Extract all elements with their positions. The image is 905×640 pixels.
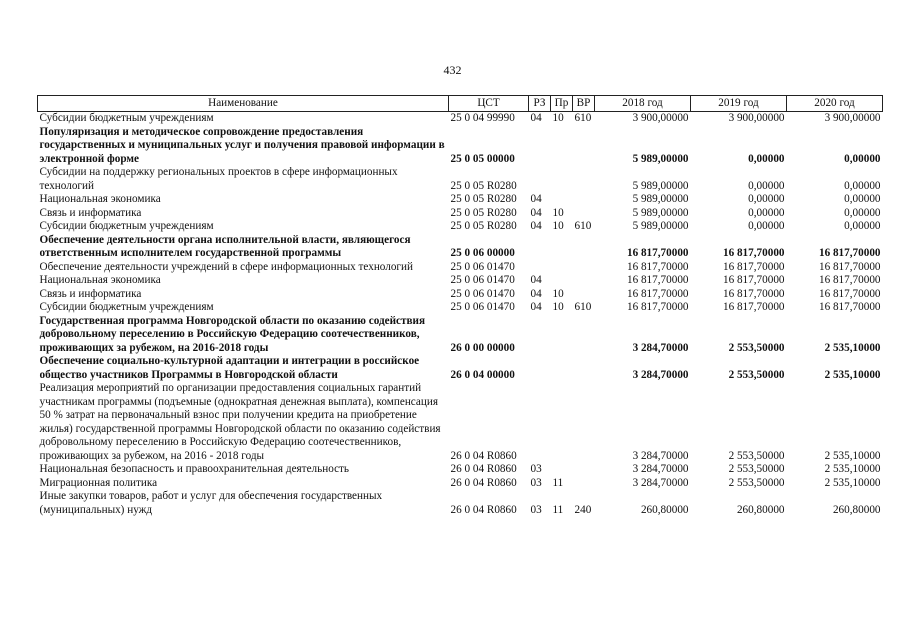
cell-2020: 16 817,70000 xyxy=(818,287,881,300)
cell-rz xyxy=(529,166,551,193)
cell-vr xyxy=(573,355,595,382)
cell-name: Национальная безопасность и правоохранительная деятельность xyxy=(39,463,350,475)
cell-cst: 25 0 05 R0280 xyxy=(450,193,517,205)
cell-vr xyxy=(573,463,595,477)
cell-name: Связь и информатика xyxy=(39,206,142,219)
cell-cst: 25 0 06 01470 xyxy=(450,274,515,286)
cell-cst: 25 0 06 01470 xyxy=(450,260,515,273)
cell-pr xyxy=(551,274,573,288)
table-row xyxy=(38,490,883,517)
col-header-2018: 2018 год xyxy=(595,96,691,112)
cell-2020: 16 817,70000 xyxy=(818,247,881,259)
cell-pr xyxy=(551,261,573,275)
cell-name: Популяризация и методическое сопровождение предоставления государственных и муниципальных услуг и получения правовой информации в электронной форме xyxy=(39,125,445,165)
col-header-name: Наименование xyxy=(38,96,449,112)
cell-2019: 16 817,70000 xyxy=(722,260,785,273)
cell-rz xyxy=(529,126,551,167)
cell-2020: 2 535,10000 xyxy=(824,368,881,381)
table-row xyxy=(38,234,883,261)
cell-2018: 260,80000 xyxy=(640,503,689,516)
cell-rz xyxy=(529,234,551,261)
table-row xyxy=(38,274,883,288)
cell-pr xyxy=(551,234,573,261)
cell-name: Миграционная политика xyxy=(39,476,158,489)
cell-2020: 2 535,10000 xyxy=(824,463,881,475)
cell-2018: 5 989,00000 xyxy=(632,179,689,192)
cell-2020: 0,00000 xyxy=(844,152,881,165)
cell-2018: 3 284,70000 xyxy=(632,476,689,489)
table-row xyxy=(38,220,883,234)
cell-name: Национальная экономика xyxy=(39,274,161,286)
cell-2019: 0,00000 xyxy=(748,152,785,165)
table-row xyxy=(38,301,883,315)
cell-rz xyxy=(529,315,551,356)
cell-name: Реализация мероприятий по организации предоставления социальных гарантий участникам программы (подъемные (однократная денежная выплата), компенсация 50 % затрат на первоначальный взнос при получении кредита на приобретение жилья) государственной программы Новгородской области по оказанию содействия добровольному переселению в Российскую Федерацию соотечественников, проживающих за рубежом, на 2016 - 2018 годы xyxy=(39,382,441,462)
cell-2020: 16 817,70000 xyxy=(818,260,881,273)
cell-cst: 26 0 04 R0860 xyxy=(450,503,517,516)
cell-pr: 10 xyxy=(552,220,564,232)
cell-rz: 04 xyxy=(530,193,542,205)
cell-name: Обеспечение деятельности органа исполнительной власти, являющегося ответственным исполнителем государственной программы xyxy=(39,233,411,259)
cell-rz: 03 xyxy=(530,503,542,516)
table-row xyxy=(38,288,883,302)
cell-2018: 3 284,70000 xyxy=(632,368,689,381)
cell-rz xyxy=(529,261,551,275)
cell-cst: 25 0 05 00000 xyxy=(450,152,515,165)
cell-cst: 26 0 04 R0860 xyxy=(450,449,517,462)
cell-vr xyxy=(573,126,595,167)
cell-2019: 3 900,00000 xyxy=(728,112,785,124)
table-row xyxy=(38,315,883,356)
table-row xyxy=(38,112,883,126)
cell-2019: 16 817,70000 xyxy=(722,301,785,313)
cell-2018: 16 817,70000 xyxy=(626,287,689,300)
cell-vr xyxy=(573,261,595,275)
cell-rz: 03 xyxy=(530,476,542,489)
cell-pr xyxy=(551,315,573,356)
cell-cst: 25 0 04 99990 xyxy=(450,112,515,124)
cell-rz xyxy=(529,355,551,382)
cell-pr: 10 xyxy=(552,112,564,124)
table-row xyxy=(38,126,883,167)
table-row xyxy=(38,166,883,193)
cell-2018: 16 817,70000 xyxy=(626,260,689,273)
cell-cst: 26 0 04 00000 xyxy=(450,368,515,381)
cell-2018: 5 989,00000 xyxy=(632,206,689,219)
col-header-rz: РЗ xyxy=(529,96,551,112)
cell-rz xyxy=(529,382,551,463)
cell-rz: 04 xyxy=(530,287,542,300)
cell-2019: 16 817,70000 xyxy=(722,247,785,259)
cell-2020: 2 535,10000 xyxy=(824,341,881,354)
cell-pr: 10 xyxy=(552,301,564,313)
cell-name: Национальная экономика xyxy=(39,193,161,205)
cell-2020: 16 817,70000 xyxy=(818,274,881,286)
cell-vr: 610 xyxy=(574,301,592,313)
cell-vr xyxy=(573,166,595,193)
page-number: 432 xyxy=(443,63,462,77)
cell-pr xyxy=(551,382,573,463)
table-row xyxy=(38,477,883,491)
cell-cst: 25 0 05 R0280 xyxy=(450,206,517,219)
col-header-cst: ЦСТ xyxy=(449,96,529,112)
cell-cst: 25 0 06 01470 xyxy=(450,301,515,313)
cell-pr xyxy=(551,355,573,382)
cell-2020: 0,00000 xyxy=(844,206,881,219)
cell-pr: 10 xyxy=(552,287,564,300)
cell-vr xyxy=(573,288,595,302)
cell-name: Обеспечение деятельности учреждений в сфере информационных технологий xyxy=(39,260,413,273)
cell-rz: 04 xyxy=(530,220,542,232)
cell-pr: 11 xyxy=(552,503,564,516)
cell-2018: 5 989,00000 xyxy=(632,152,689,165)
cell-name: Государственная программа Новгородской области по оказанию содействия добровольному переселению в Российскую Федерацию соотечественников, проживающих за рубежом, на 2016-2018 годы xyxy=(39,314,426,354)
cell-rz: 04 xyxy=(530,206,542,219)
col-header-vr: ВР xyxy=(573,96,595,112)
cell-2019: 2 553,50000 xyxy=(728,341,785,354)
table-row xyxy=(38,355,883,382)
cell-2020: 2 535,10000 xyxy=(824,449,881,462)
col-header-2020: 2020 год xyxy=(787,96,883,112)
table-body xyxy=(38,112,883,518)
cell-pr: 11 xyxy=(552,476,564,489)
cell-name: Связь и информатика xyxy=(39,287,142,300)
cell-2018: 3 284,70000 xyxy=(632,463,689,475)
cell-vr: 240 xyxy=(574,503,592,516)
header-row xyxy=(38,96,883,112)
cell-vr xyxy=(573,274,595,288)
table-row xyxy=(38,207,883,221)
cell-cst: 26 0 04 R0860 xyxy=(450,476,517,489)
cell-2018: 16 817,70000 xyxy=(626,247,689,259)
cell-2019: 16 817,70000 xyxy=(722,274,785,286)
cell-name: Субсидии бюджетным учреждениям xyxy=(39,220,214,232)
cell-2020: 260,80000 xyxy=(832,503,881,516)
table-row xyxy=(38,261,883,275)
budget-table xyxy=(37,95,883,517)
cell-pr xyxy=(551,193,573,207)
cell-2019: 2 553,50000 xyxy=(728,476,785,489)
cell-name: Иные закупки товаров, работ и услуг для обеспечения государственных (муниципальных) нужд xyxy=(39,490,383,516)
cell-2019: 16 817,70000 xyxy=(722,287,785,300)
cell-vr: 610 xyxy=(574,220,592,232)
cell-2020: 16 817,70000 xyxy=(818,301,881,313)
cell-pr xyxy=(551,126,573,167)
cell-2019: 2 553,50000 xyxy=(728,449,785,462)
cell-2018: 5 989,00000 xyxy=(632,220,689,232)
cell-name: Субсидии бюджетным учреждениям xyxy=(39,301,214,313)
cell-vr xyxy=(573,477,595,491)
cell-vr xyxy=(573,315,595,356)
cell-rz: 04 xyxy=(530,301,542,313)
col-header-pr: Пр xyxy=(551,96,573,112)
cell-vr xyxy=(573,207,595,221)
cell-rz: 03 xyxy=(530,463,542,475)
table-row xyxy=(38,463,883,477)
cell-vr: 610 xyxy=(574,112,592,124)
col-header-2019: 2019 год xyxy=(691,96,787,112)
cell-2019: 0,00000 xyxy=(748,220,785,232)
cell-2019: 260,80000 xyxy=(736,503,785,516)
cell-2018: 16 817,70000 xyxy=(626,274,689,286)
cell-2020: 0,00000 xyxy=(844,193,881,205)
cell-vr xyxy=(573,382,595,463)
cell-2019: 0,00000 xyxy=(748,179,785,192)
cell-cst: 25 0 06 01470 xyxy=(450,287,515,300)
cell-vr xyxy=(573,193,595,207)
cell-pr xyxy=(551,166,573,193)
cell-2018: 3 284,70000 xyxy=(632,341,689,354)
cell-2019: 0,00000 xyxy=(748,193,785,205)
cell-rz: 04 xyxy=(530,112,542,124)
cell-cst: 25 0 06 00000 xyxy=(450,247,515,259)
cell-name: Субсидии на поддержку региональных проектов в сфере информационных технологий xyxy=(39,166,398,192)
cell-2020: 0,00000 xyxy=(844,179,881,192)
cell-rz: 04 xyxy=(530,274,542,286)
cell-cst: 26 0 00 00000 xyxy=(450,341,515,354)
cell-2020: 0,00000 xyxy=(844,220,881,232)
cell-cst: 25 0 05 R0280 xyxy=(450,220,517,232)
cell-2018: 3 900,00000 xyxy=(632,112,689,124)
cell-cst: 25 0 05 R0280 xyxy=(450,179,517,192)
cell-vr xyxy=(573,234,595,261)
cell-2019: 0,00000 xyxy=(748,206,785,219)
cell-pr: 10 xyxy=(552,206,564,219)
cell-2018: 16 817,70000 xyxy=(626,301,689,313)
cell-2018: 5 989,00000 xyxy=(632,193,689,205)
cell-2020: 3 900,00000 xyxy=(824,112,881,124)
cell-2019: 2 553,50000 xyxy=(728,463,785,475)
table-row xyxy=(38,193,883,207)
cell-cst: 26 0 04 R0860 xyxy=(450,463,517,475)
cell-name: Субсидии бюджетным учреждениям xyxy=(39,112,214,124)
cell-pr xyxy=(551,463,573,477)
cell-2020: 2 535,10000 xyxy=(824,476,881,489)
cell-name: Обеспечение социально-культурной адаптации и интеграции в российское общество участников Программы в Новгородской области xyxy=(39,355,420,381)
table-row xyxy=(38,382,883,463)
cell-2019: 2 553,50000 xyxy=(728,368,785,381)
cell-2018: 3 284,70000 xyxy=(632,449,689,462)
